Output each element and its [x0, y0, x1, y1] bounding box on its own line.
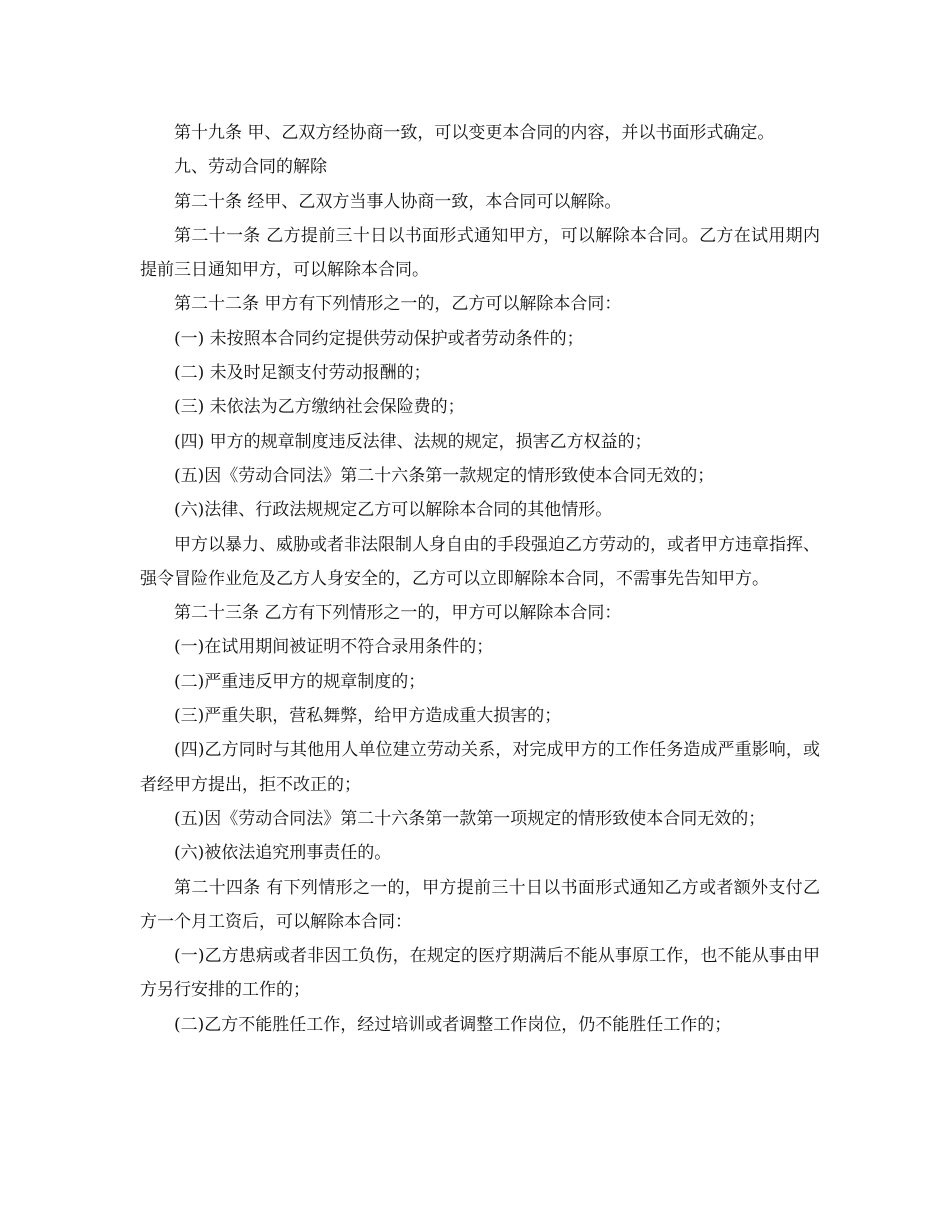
- article-20-paragraph: 第二十条 经甲、乙双方当事人协商一致，本合同可以解除。: [174, 191, 622, 212]
- article-23-item-2: (二)严重违反甲方的规章制度的；: [174, 671, 426, 692]
- article-23-item-6: (六)被依法追究刑事责任的。: [174, 843, 392, 864]
- immediate-termination-paragraph: 甲方以暴力、威胁或者非法限制人身自由的手段强迫乙方劳动的，或者甲方违章指挥、强令冒险作业危及乙方人身安全的，乙方可以立即解除本合同，不需事先告知甲方。: [140, 534, 820, 589]
- section-heading-contract-termination: 九、劳动合同的解除: [174, 157, 327, 178]
- article-19-paragraph: 第十九条 甲、乙双方经协商一致，可以变更本合同的内容，并以书面形式确定。: [174, 123, 775, 143]
- article-21-paragraph: 第二十一条 乙方提前三十日以书面形式通知甲方，可以解除本合同。乙方在试用期内提前三日通知甲方，可以解除本合同。: [140, 225, 820, 281]
- article-23-item-5: (五)因《劳动合同法》第二十六条第一款第一项规定的情形致使本合同无效的；: [174, 808, 766, 829]
- article-22-paragraph: 第二十二条 甲方有下列情形之一的，乙方可以解除本合同：: [174, 294, 622, 315]
- article-23-item-4: (四)乙方同时与其他用人单位建立劳动关系，对完成甲方的工作任务造成严重影响，或者经甲方提出，拒不改正的；: [140, 740, 820, 795]
- article-24-item-2: (二)乙方不能胜任工作，经过培训或者调整工作岗位，仍不能胜任工作的；: [174, 1014, 732, 1035]
- document-body: [140, 116, 820, 1042]
- article-23-item-3: (三)严重失职，营私舞弊，给甲方造成重大损害的；: [174, 706, 562, 727]
- article-22-item-3: (三) 未依法为乙方缴纳社会保险费的；: [174, 397, 465, 418]
- article-24-paragraph: 第二十四条 有下列情形之一的，甲方提前三十日以书面形式通知乙方或者额外支付乙方一个月工资后，可以解除本合同：: [140, 877, 820, 932]
- article-22-item-1: (一) 未按照本合同约定提供劳动保护或者劳动条件的；: [174, 328, 584, 349]
- article-23-paragraph: 第二十三条 乙方有下列情形之一的，甲方可以解除本合同：: [174, 603, 622, 624]
- article-22-item-6: (六)法律、行政法规规定乙方可以解除本合同的其他情形。: [174, 500, 613, 521]
- article-23-item-1: (一)在试用期间被证明不符合录用条件的；: [174, 637, 494, 658]
- article-24-item-1: (一)乙方患病或者非因工负伤，在规定的医疗期满后不能从事原工作，也不能从事由甲方另行安排的工作的；: [140, 946, 820, 1001]
- article-22-item-2: (二) 未及时足额支付劳动报酬的；: [174, 363, 431, 384]
- article-22-item-4: (四) 甲方的规章制度违反法律、法规的规定，损害乙方权益的；: [174, 431, 652, 452]
- article-22-item-5: (五)因《劳动合同法》第二十六条第一款规定的情形致使本合同无效的；: [174, 465, 715, 486]
